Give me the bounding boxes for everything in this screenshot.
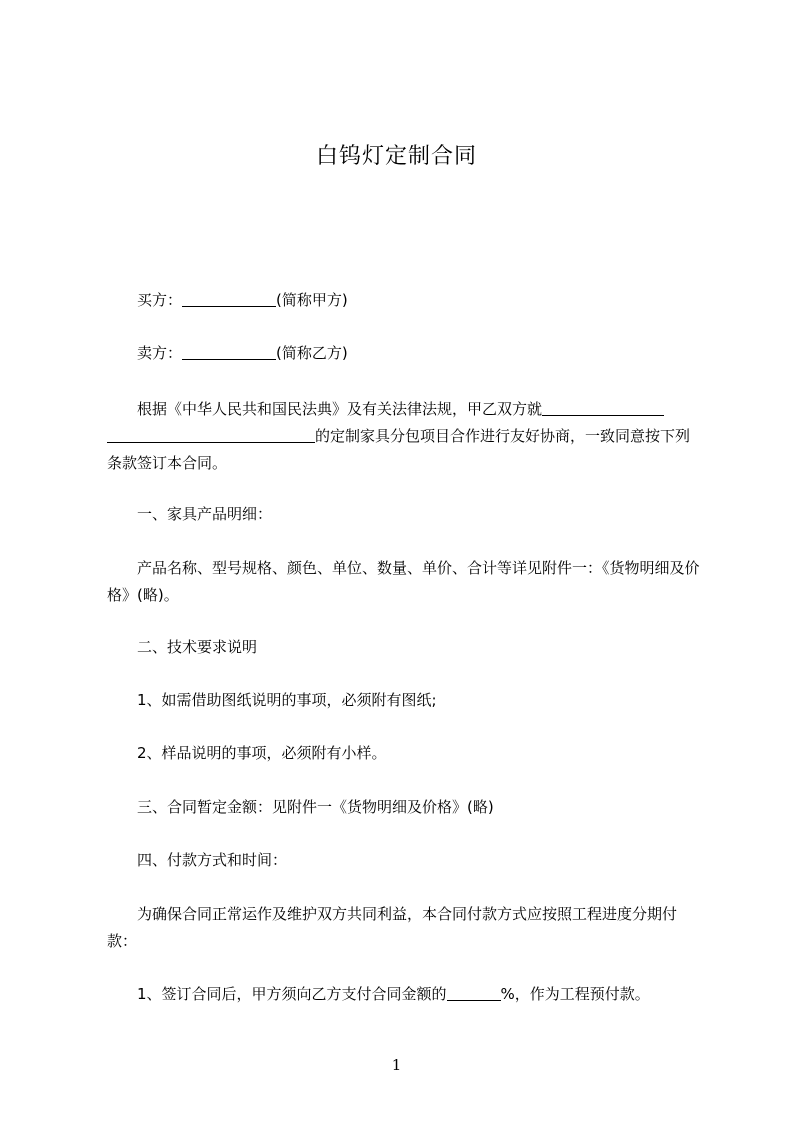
seller-suffix: (简称乙方) bbox=[276, 344, 348, 362]
seller-name-blank bbox=[182, 343, 276, 360]
section-4-body: 为确保合同正常运作及维护双方共同利益，本合同付款方式应按照工程进度分期付款： bbox=[107, 905, 678, 950]
buyer-line bbox=[107, 287, 702, 314]
section-2-item-1: 1、如需借助图纸说明的事项，必须附有图纸; bbox=[137, 691, 437, 709]
section-1-body: 产品名称、型号规格、颜色、单位、数量、单价、合计等详见附件一：《货物明细及价格》(略)。 bbox=[107, 559, 700, 604]
buyer-name-blank bbox=[182, 290, 276, 307]
section-2-item-2: 2、样品说明的事项，必须附有小样。 bbox=[137, 744, 387, 762]
section-4-item-1 bbox=[107, 981, 702, 1008]
intro-prefix: 根据《中华人民共和国民法典》及有关法律法规，甲乙双方就 bbox=[137, 400, 543, 418]
buyer-suffix: (简称甲方) bbox=[276, 291, 348, 309]
project-blank-1 bbox=[542, 399, 664, 416]
page-number: 1 bbox=[391, 1056, 402, 1074]
percentage-blank bbox=[447, 984, 501, 1001]
payment-item-prefix: 1、签订合同后，甲方须向乙方支付合同金额的 bbox=[137, 985, 447, 1003]
section-3-heading: 三、合同暂定金额：见附件一《货物明细及价格》(略) bbox=[137, 798, 494, 816]
seller-label: 卖方： bbox=[137, 344, 183, 362]
intro-paragraph bbox=[107, 396, 702, 477]
section-4-heading: 四、付款方式和时间： bbox=[137, 851, 288, 869]
payment-item-suffix: %，作为工程预付款。 bbox=[500, 985, 650, 1003]
section-1-heading: 一、家具产品明细： bbox=[137, 505, 273, 523]
seller-line bbox=[107, 340, 702, 367]
section-2-heading: 二、技术要求说明 bbox=[137, 638, 258, 656]
buyer-label: 买方： bbox=[137, 291, 183, 309]
intro-suffix: 的定制家具分包项目合作进行友好协商，一致同意按下列条款签订本合同。 bbox=[107, 427, 691, 472]
project-blank-2 bbox=[107, 426, 315, 443]
document-title: 白钨灯定制合同 bbox=[315, 144, 477, 169]
